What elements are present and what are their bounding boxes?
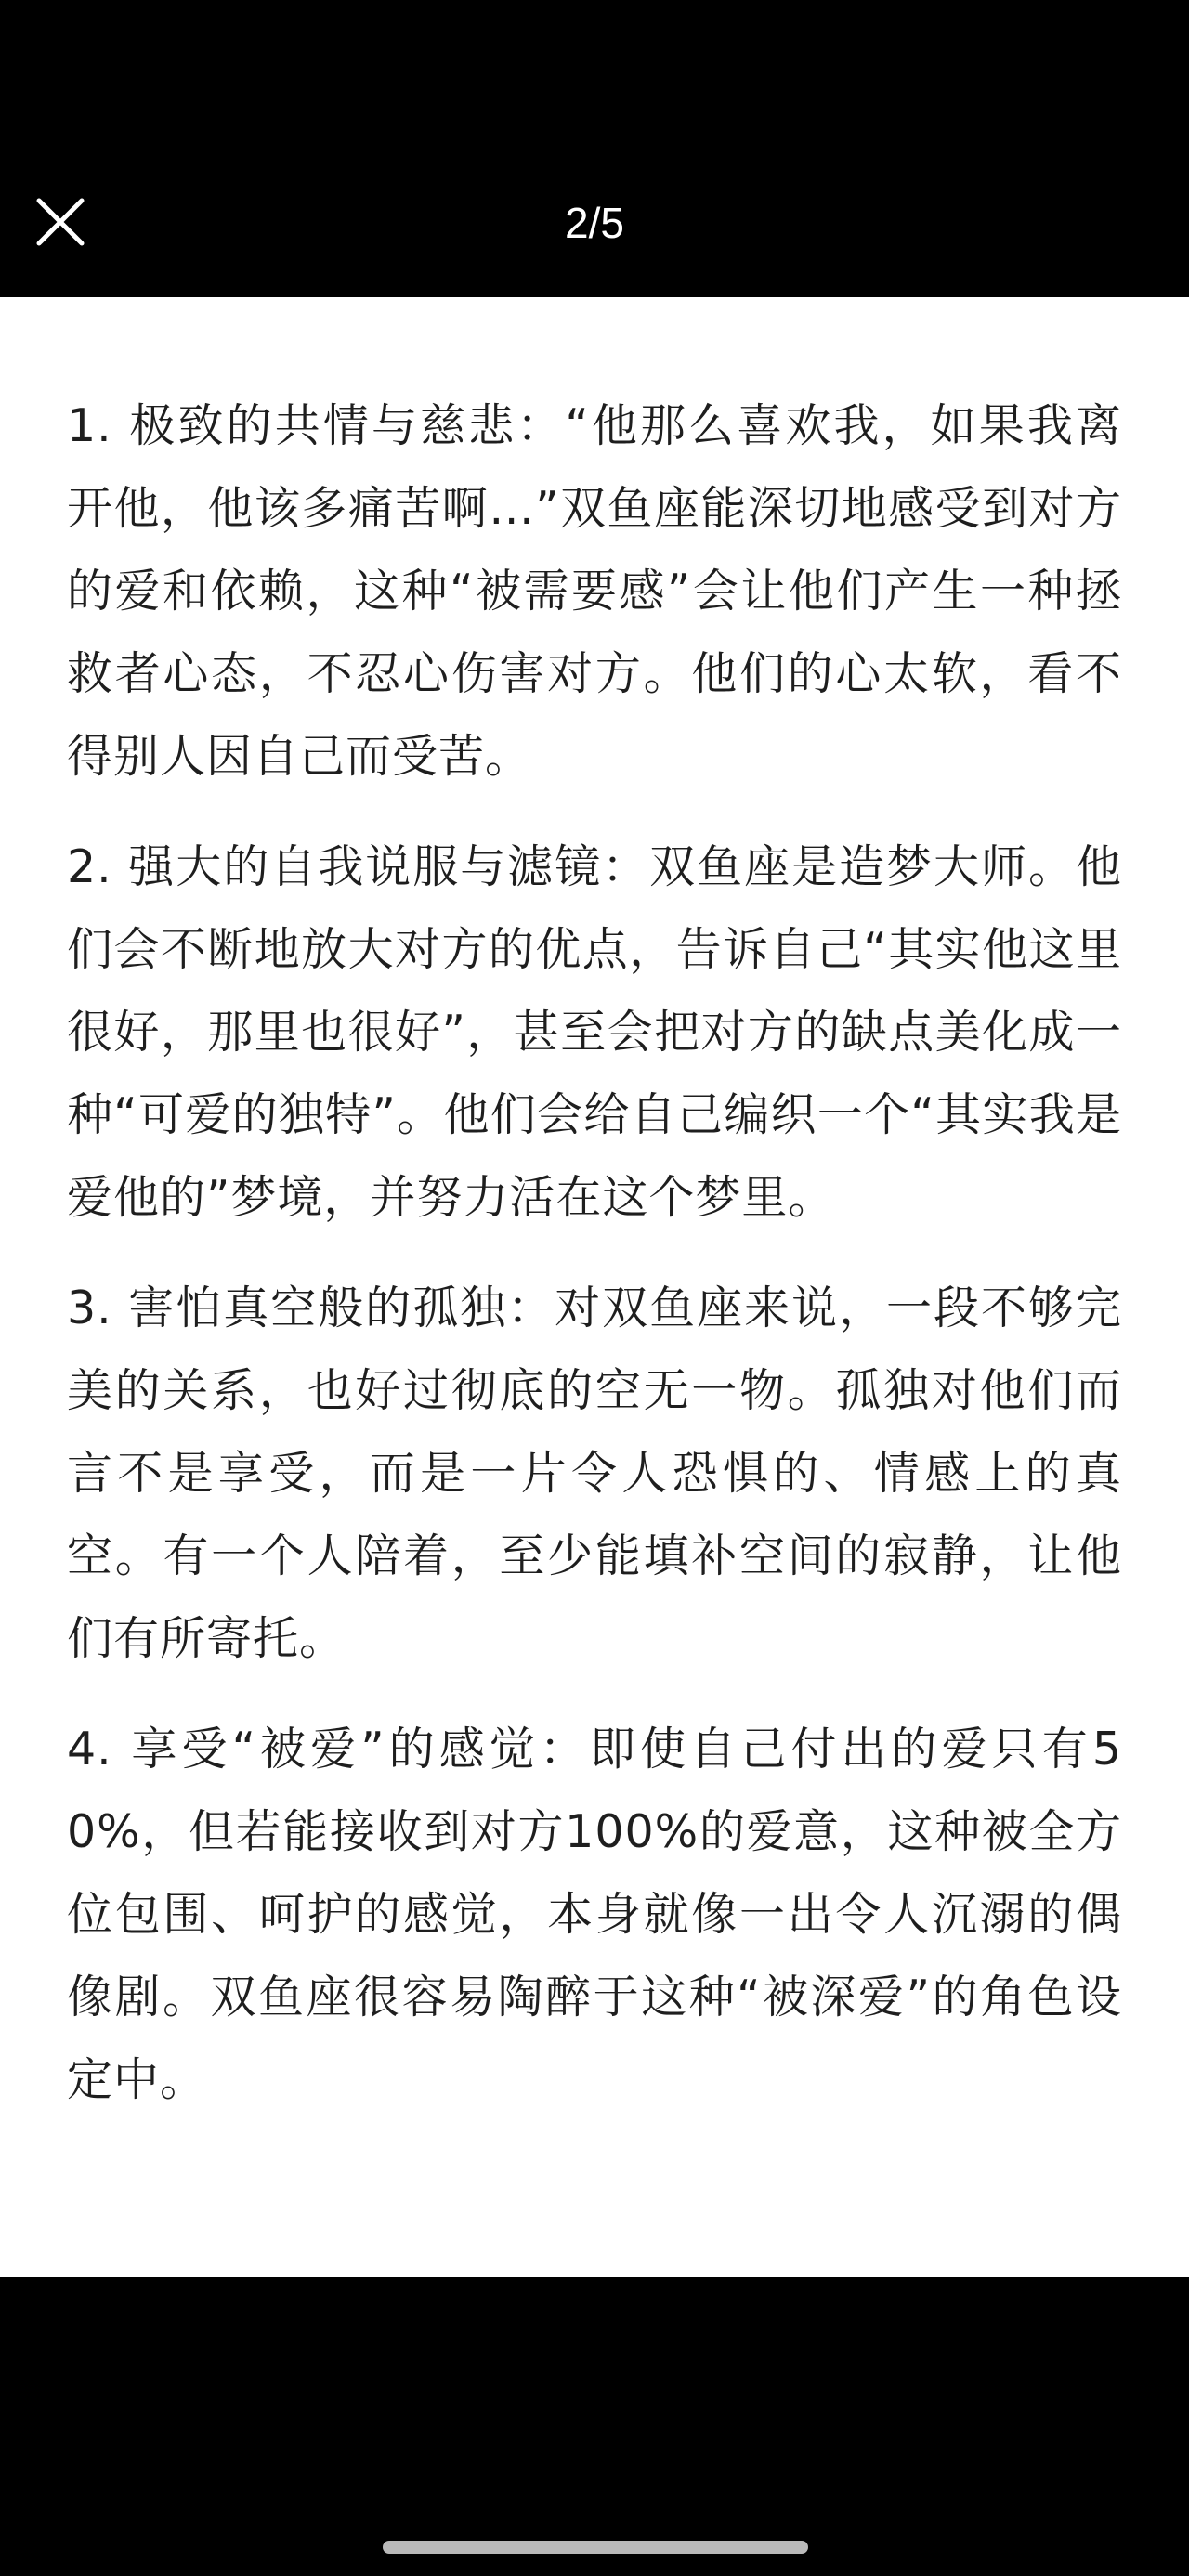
paragraph-3: 3. 害怕真空般的孤独：对双鱼座来说，一段不够完美的关系，也好过彻底的空无一物。孤独对他们而言不是享受，而是一片令人恐惧的、情感上的真空。有一个人陪着，至少能填补空间的寂静，让他们有所寄托。 xyxy=(67,1281,1122,1665)
home-indicator[interactable] xyxy=(383,2541,808,2554)
top-bar xyxy=(0,0,1189,297)
page-counter: 2/5 xyxy=(565,199,624,247)
paragraph-2: 2. 强大的自我说服与滤镜：双鱼座是造梦大师。他们会不断地放大对方的优点，告诉自己“其实他这里很好，那里也很好”，甚至会把对方的缺点美化成一种“可爱的独特”。他们会给自己编织一个“其实我是爱他的”梦境，并努力活在这个梦里。 xyxy=(67,840,1122,1224)
article-content[interactable] xyxy=(0,297,1189,2277)
paragraph-1: 1. 极致的共情与慈悲：“他那么喜欢我，如果我离开他，他该多痛苦啊…”双鱼座能深切地感受到对方的爱和依赖，这种“被需要感”会让他们产生一种拯救者心态，不忍心伤害对方。他们的心太软，看不得别人因自己而受苦。 xyxy=(67,399,1122,783)
bottom-bar xyxy=(0,2277,1189,2576)
paragraph-4: 4. 享受“被爱”的感觉：即使自己付出的爱只有50%，但若能接收到对方100%的爱意，这种被全方位包围、呵护的感觉，本身就像一出令人沉溺的偶像剧。双鱼座很容易陶醉于这种“被深爱”的角色设定中。 xyxy=(67,1723,1122,2106)
